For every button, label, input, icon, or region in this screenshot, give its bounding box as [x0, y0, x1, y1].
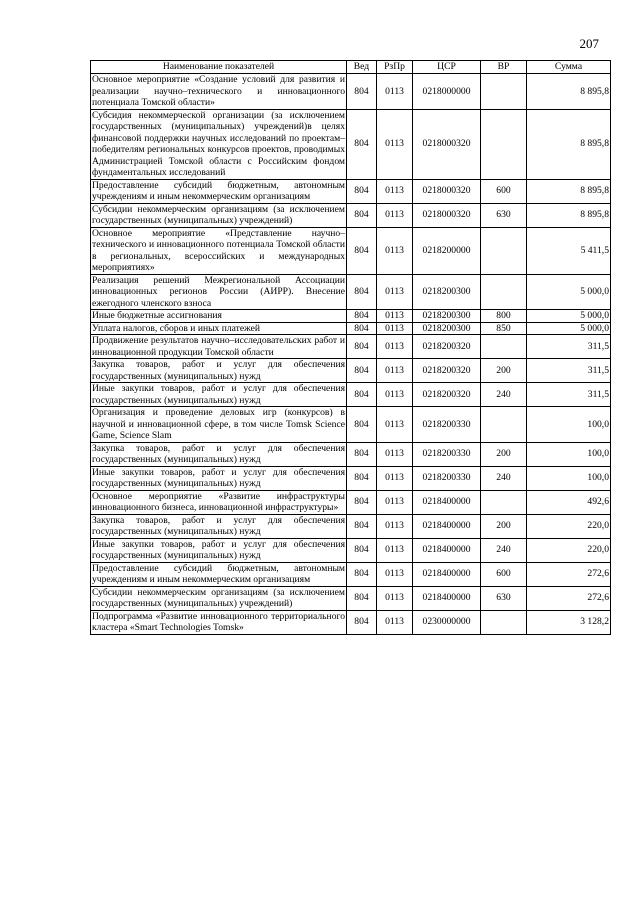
row-csr: 0218200330 — [413, 407, 481, 443]
row-csr: 0218400000 — [413, 562, 481, 586]
row-rzpr: 0113 — [377, 442, 413, 466]
row-vr: 630 — [481, 203, 527, 227]
row-vr: 240 — [481, 383, 527, 407]
table-row — [91, 359, 611, 383]
header-sum: Сумма — [527, 61, 611, 74]
row-rzpr: 0113 — [377, 322, 413, 335]
table-row — [91, 74, 611, 110]
row-rzpr: 0113 — [377, 335, 413, 359]
table-row — [91, 179, 611, 203]
row-vr: 200 — [481, 514, 527, 538]
row-rzpr: 0113 — [377, 359, 413, 383]
row-sum: 8 895,8 — [527, 109, 611, 179]
row-name: Основное мероприятие «Представление научно–технического и инновационного потенциала Томской области в региональных, всероссийских и международных мероприятиях» — [92, 227, 345, 273]
row-vr: 850 — [481, 322, 527, 335]
row-vr — [481, 109, 527, 179]
row-sum: 8 895,8 — [527, 74, 611, 110]
row-name: Подпрограмма «Развитие инновационного территориального кластера «Smart Technologies Tomsk» — [92, 610, 345, 633]
table-row — [91, 310, 611, 323]
row-csr: 0218200320 — [413, 335, 481, 359]
row-sum: 220,0 — [527, 538, 611, 562]
row-csr: 0218400000 — [413, 514, 481, 538]
row-vr — [481, 227, 527, 274]
row-sum: 5 000,0 — [527, 322, 611, 335]
table-row — [91, 466, 611, 490]
table-row — [91, 514, 611, 538]
table-row — [91, 203, 611, 227]
budget-table — [90, 60, 611, 635]
row-vr — [481, 274, 527, 310]
row-ved: 804 — [347, 203, 377, 227]
row-ved: 804 — [347, 179, 377, 203]
row-ved: 804 — [347, 74, 377, 110]
row-vr — [481, 610, 527, 634]
row-name: Реализация решений Межрегиональной Ассоциации инновационных регионов России (АИРР). Внесение ежегодного членского взноса — [92, 274, 345, 309]
row-sum: 8 895,8 — [527, 179, 611, 203]
row-sum: 3 128,2 — [527, 610, 611, 634]
table-row — [91, 335, 611, 359]
row-sum: 5 000,0 — [527, 274, 611, 310]
row-csr: 0218000000 — [413, 74, 481, 110]
row-sum: 311,5 — [527, 335, 611, 359]
row-name: Продвижение результатов научно–исследовательских работ и инновационной продукции Томской области — [92, 335, 345, 358]
row-rzpr: 0113 — [377, 383, 413, 407]
row-ved: 804 — [347, 322, 377, 335]
row-ved: 804 — [347, 514, 377, 538]
row-rzpr: 0113 — [377, 109, 413, 179]
row-name: Предоставление субсидий бюджетным, автономным учреждениям и иным некоммерческим организациям — [92, 179, 345, 202]
row-sum: 220,0 — [527, 514, 611, 538]
row-name: Субсидии некоммерческим организациям (за исключением государственных (муниципальных) учреждений) — [92, 203, 345, 226]
row-vr — [481, 335, 527, 359]
row-csr: 0218200330 — [413, 442, 481, 466]
row-sum: 272,6 — [527, 586, 611, 610]
row-name: Закупка товаров, работ и услуг для обеспечения государственных (муниципальных) нужд — [92, 514, 345, 537]
row-vr: 600 — [481, 562, 527, 586]
row-rzpr: 0113 — [377, 562, 413, 586]
row-csr: 0218200300 — [413, 310, 481, 323]
row-ved: 804 — [347, 466, 377, 490]
row-csr: 0218400000 — [413, 538, 481, 562]
table-row — [91, 490, 611, 514]
row-sum: 100,0 — [527, 466, 611, 490]
row-rzpr: 0113 — [377, 227, 413, 274]
row-csr: 0218200300 — [413, 322, 481, 335]
row-ved: 804 — [347, 442, 377, 466]
row-ved: 804 — [347, 109, 377, 179]
row-vr: 600 — [481, 179, 527, 203]
row-sum: 492,6 — [527, 490, 611, 514]
header-vr: ВР — [481, 61, 527, 74]
row-csr: 0218200000 — [413, 227, 481, 274]
row-name: Предоставление субсидий бюджетным, автономным учреждениям и иным некоммерческим организациям — [92, 562, 345, 585]
row-ved: 804 — [347, 310, 377, 323]
header-rzpr: РзПр — [377, 61, 413, 74]
row-sum: 100,0 — [527, 407, 611, 443]
row-csr: 0218000320 — [413, 203, 481, 227]
row-ved: 804 — [347, 562, 377, 586]
table-row — [91, 586, 611, 610]
row-sum: 100,0 — [527, 442, 611, 466]
row-ved: 804 — [347, 359, 377, 383]
page-number: 207 — [579, 36, 599, 51]
row-name: Субсидия некоммерческой организации (за исключением государственных (муниципальных) учреждений)в целях финансовой поддержки научных исследований по проектам–победителям региональных конкурсов проектов, проводимых Администрацией Томской области с Российским фондом фундаментальных исследований — [92, 109, 345, 178]
row-rzpr: 0113 — [377, 74, 413, 110]
row-sum: 272,6 — [527, 562, 611, 586]
row-csr: 0218400000 — [413, 490, 481, 514]
row-csr: 0230000000 — [413, 610, 481, 634]
row-ved: 804 — [347, 407, 377, 443]
row-vr: 800 — [481, 310, 527, 323]
row-ved: 804 — [347, 335, 377, 359]
table-row — [91, 383, 611, 407]
table-row — [91, 610, 611, 634]
table-row — [91, 562, 611, 586]
row-ved: 804 — [347, 274, 377, 310]
row-csr: 0218000320 — [413, 109, 481, 179]
row-vr: 240 — [481, 466, 527, 490]
row-name: Основное мероприятие «Развитие инфраструктуры инновационного бизнеса, инновационной инфраструктуры» — [92, 490, 345, 513]
row-name: Субсидии некоммерческим организациям (за исключением государственных (муниципальных) учреждений) — [92, 586, 345, 609]
header-ved: Вед — [347, 61, 377, 74]
row-ved: 804 — [347, 610, 377, 634]
row-name: Иные закупки товаров, работ и услуг для обеспечения государственных (муниципальных) нужд — [92, 538, 345, 561]
table-row — [91, 227, 611, 274]
row-rzpr: 0113 — [377, 466, 413, 490]
row-ved: 804 — [347, 227, 377, 274]
row-rzpr: 0113 — [377, 310, 413, 323]
row-name: Закупка товаров, работ и услуг для обеспечения государственных (муниципальных) нужд — [92, 442, 345, 465]
row-rzpr: 0113 — [377, 610, 413, 634]
row-vr — [481, 490, 527, 514]
table-row — [91, 538, 611, 562]
row-ved: 804 — [347, 586, 377, 610]
row-csr: 0218200320 — [413, 359, 481, 383]
row-csr: 0218400000 — [413, 586, 481, 610]
row-name: Основное мероприятие «Создание условий для развития и реализации научно–технического и инновационного потенциала Томской области» — [92, 74, 345, 108]
table-header-row — [91, 61, 611, 74]
row-vr: 240 — [481, 538, 527, 562]
row-rzpr: 0113 — [377, 490, 413, 514]
row-sum: 311,5 — [527, 383, 611, 407]
row-vr: 200 — [481, 359, 527, 383]
table-row — [91, 109, 611, 179]
row-vr: 630 — [481, 586, 527, 610]
row-csr: 0218200330 — [413, 466, 481, 490]
row-name: Иные бюджетные ассигнования — [91, 310, 347, 323]
row-name: Организация и проведение деловых игр (конкурсов) в научной и инновационной сфере, в том числе Tomsk Science Game, Science Slam — [92, 407, 345, 441]
row-sum: 311,5 — [527, 359, 611, 383]
row-rzpr: 0113 — [377, 203, 413, 227]
header-name: Наименование показателей — [91, 61, 347, 74]
row-name: Закупка товаров, работ и услуг для обеспечения государственных (муниципальных) нужд — [92, 359, 345, 382]
table-row — [91, 322, 611, 335]
row-vr — [481, 407, 527, 443]
row-csr: 0218200320 — [413, 383, 481, 407]
table-row — [91, 407, 611, 443]
table-row — [91, 274, 611, 310]
row-name: Уплата налогов, сборов и иных платежей — [91, 322, 347, 335]
row-csr: 0218000320 — [413, 179, 481, 203]
row-name: Иные закупки товаров, работ и услуг для обеспечения государственных (муниципальных) нужд — [92, 466, 345, 489]
row-sum: 5 000,0 — [527, 310, 611, 323]
row-sum: 5 411,5 — [527, 227, 611, 274]
header-csr: ЦСР — [413, 61, 481, 74]
row-ved: 804 — [347, 538, 377, 562]
row-csr: 0218200300 — [413, 274, 481, 310]
row-rzpr: 0113 — [377, 538, 413, 562]
row-rzpr: 0113 — [377, 514, 413, 538]
row-rzpr: 0113 — [377, 274, 413, 310]
row-vr — [481, 74, 527, 110]
table-row — [91, 442, 611, 466]
row-ved: 804 — [347, 383, 377, 407]
row-vr: 200 — [481, 442, 527, 466]
row-rzpr: 0113 — [377, 179, 413, 203]
row-name: Иные закупки товаров, работ и услуг для обеспечения государственных (муниципальных) нужд — [92, 383, 345, 406]
row-sum: 8 895,8 — [527, 203, 611, 227]
row-rzpr: 0113 — [377, 586, 413, 610]
row-rzpr: 0113 — [377, 407, 413, 443]
row-ved: 804 — [347, 490, 377, 514]
